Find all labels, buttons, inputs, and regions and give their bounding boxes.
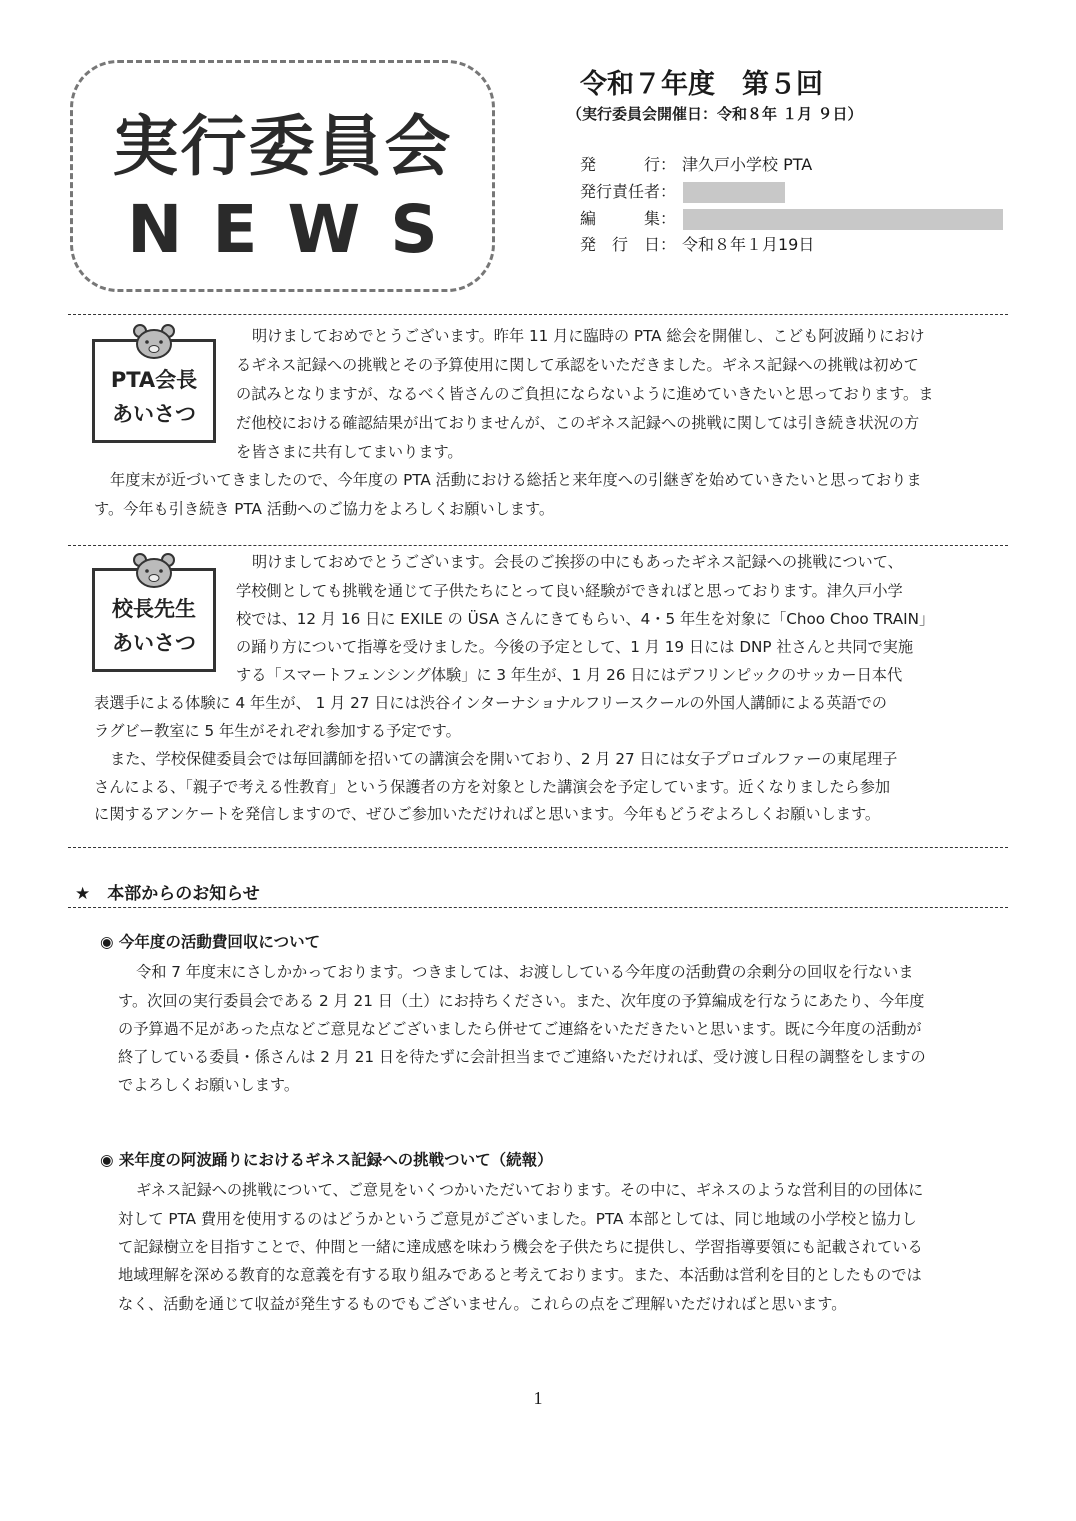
notice-heading: ◉ 来年度の阿波踊りにおけるギネス記録への挑戦ついて（続報） [100, 1151, 553, 1169]
masthead-title: 実行委員会 [112, 108, 453, 185]
notice-line: 地域理解を深める教育的な意義を有する取り組みであると考えております。また、本活動は営利を目的としたものでは [118, 1266, 922, 1284]
principal-line: する「スマートフェンシング体験」に 3 年生が、1 月 26 日にはデフリンピックのサッカー日本代 [236, 666, 903, 684]
divider [68, 545, 1008, 546]
badge-line2: あいさつ [112, 631, 196, 655]
editor-label: 編 集： [580, 209, 677, 228]
principal-line: また、学校保健委員会では毎回講師を招いての講演会を開いており、2 月 27 日には女子プロゴルファーの東尾理子 [110, 750, 898, 768]
pta-line: を皆さまに共有してまいります。 [236, 443, 463, 461]
divider [68, 907, 1008, 908]
principal-line: 明けましておめでとうございます。会長のご挨拶の中にもあったギネス記録への挑戦について、 [252, 553, 903, 571]
issue-date-row [580, 232, 814, 258]
redaction-bar [683, 209, 1003, 230]
pta-line: るギネス記録への挑戦とその予算使用に関して承認をいただきました。ギネス記録への挑戦は初めて [236, 356, 919, 374]
principal-line: さんによる、「親子で考える性教育」という保護者の方を対象とした講演会を予定しています。近くなりましたら参加 [94, 778, 891, 796]
page-number: 1 [533, 1388, 543, 1408]
notice-line: なく、活動を通じて収益が発生するものでもございません。これらの点をご理解いただければと思います。 [118, 1295, 847, 1313]
redaction-bar [683, 182, 785, 203]
notice-line: す。次回の実行委員会である 2 月 21 日（土）にお持ちください。また、次年度の予算編成を行なうにあたり、今年度 [118, 992, 925, 1010]
bear-icon [131, 552, 177, 590]
notice-line: 対して PTA 費用を使用するのはどうかというご意見がございました。PTA 本部としては、同じ地域の小学校と協力し [118, 1210, 917, 1228]
publisher-label: 発 行： [580, 155, 677, 174]
principal-line: の踊り方について指導を受けました。今後の予定として、1 月 19 日には DNP 社さんと共同で実施 [236, 638, 914, 656]
issue-title: 令和７年度 第５回 [580, 69, 823, 100]
notice-line: て記録樹立を目指すことで、仲間と一緒に達成感を味わう機会を子供たちに提供し、学習指導要領にも記載されている [118, 1238, 923, 1256]
publisher-row [580, 152, 812, 178]
notice-heading: ◉ 今年度の活動費回収について [100, 933, 321, 951]
notice-line: の予算過不足があった点などご意見などございましたら併せてご連絡をいただきたいと思います。既に今年度の活動が [118, 1020, 922, 1038]
badge-line1: 校長先生 [112, 597, 196, 621]
principal-line: 学校側としても挑戦を通じて子供たちにとって良い経験ができればと思っております。津久戸小学 [236, 582, 903, 600]
notice-line: 令和 7 年度末にさしかかっております。つきましては、お渡ししている今年度の活動費の余剰分の回収を行ないま [136, 963, 914, 981]
meeting-date: （実行委員会開催日：令和８年 １月 ９日） [567, 105, 863, 123]
issue-date-value: 令和８年１月19日 [682, 235, 815, 254]
pta-line: の試みとなりますが、なるべく皆さんのご負担にならないように進めていきたいと思っております。ま [236, 385, 934, 403]
notice-line: でよろしくお願いします。 [118, 1076, 300, 1094]
divider [68, 847, 1008, 848]
issue-date-label: 発 行 日： [580, 235, 677, 254]
publisher-value: 津久戸小学校 PTA [682, 155, 813, 174]
notice-line: 終了している委員・係さんは 2 月 21 日を待たずに会計担当までご連絡いただければ、受け渡し日程の調整をしますの [118, 1048, 926, 1066]
responsible-row [580, 179, 682, 205]
principal-line: に関するアンケートを発信しますので、ぜひご参加いただければと思います。今年もどうぞよろしくお願いします。 [94, 805, 881, 823]
masthead-frame [70, 60, 495, 292]
pta-line: す。今年も引き続き PTA 活動へのご協力をよろしくお願いします。 [94, 500, 555, 518]
bear-icon [131, 323, 177, 361]
notices-heading: ★ 本部からのお知らせ [75, 884, 260, 904]
pta-line: 年度末が近づいてきましたので、今年度の PTA 活動における総括と来年度への引継ぎを始めていきたいと思っておりま [110, 471, 922, 489]
pta-line: だ他校における確認結果が出ておりませんが、このギネス記録への挑戦に関しては引き続き状況の方 [236, 414, 920, 432]
responsible-label: 発行責任者： [580, 182, 677, 201]
pta-line: 明けましておめでとうございます。昨年 11 月に臨時の PTA 総会を開催し、こども阿波踊りにおけ [252, 327, 925, 345]
divider [68, 314, 1008, 315]
masthead-news: NEWS [127, 191, 468, 268]
notice-line: ギネス記録への挑戦について、ご意見をいくつかいただいております。その中に、ギネスのような営利目的の団体に [136, 1181, 924, 1199]
badge-line1: PTA会長 [110, 368, 198, 392]
badge-line2: あいさつ [112, 402, 196, 426]
principal-line: 校では、12 月 16 日に EXILE の ÜSA さんにきてもらい、4・5 年生を対象に「Choo Choo TRAIN」 [236, 610, 935, 628]
principal-line: ラグビー教室に 5 年生がそれぞれ参加する予定です。 [94, 722, 461, 740]
principal-line: 表選手による体験に 4 年生が、 1 月 27 日には渋谷インターナショナルフリースクールの外国人講師による英語での [94, 694, 887, 712]
editor-row [580, 206, 682, 232]
